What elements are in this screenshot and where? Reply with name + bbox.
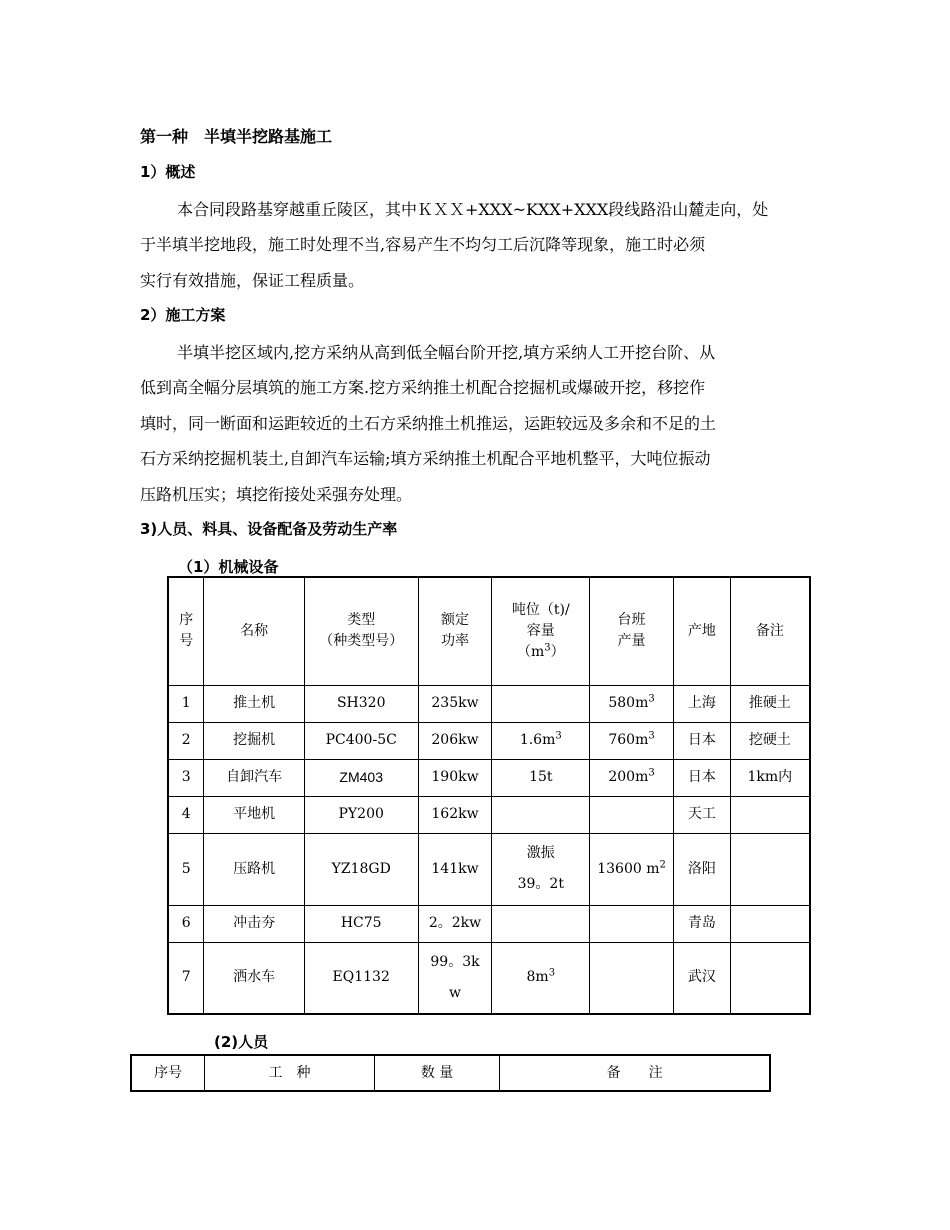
cell-type: HC75 [304,905,418,942]
cell-no: 1 [168,685,204,722]
plan-line: 半填半挖区域内,挖方采纳从高到低全幅台阶开挖,填方采纳人工开挖台阶、从 [177,343,716,362]
equipment-caption: （1）机械设备 [178,558,279,576]
cell-remark [730,833,810,905]
cell-shift-output: $580m^3$ [590,685,674,722]
cell-remark [730,942,810,1014]
staff-header-row [131,1055,770,1091]
cell-name: 平地机 [204,796,304,833]
cell-name: 推土机 [204,685,304,722]
cell-remark: 挖硬土 [730,722,810,759]
cell-power: 162kw [418,796,492,833]
staff-table [130,1054,771,1092]
header-tonnage: 吨位（t)/ 容量 $(m^3)$ [492,577,590,685]
cell-name: 自卸汽车 [204,759,304,796]
equipment-header-row [168,577,810,685]
cell-power: 206kw [418,722,492,759]
cell-tonnage [492,796,590,833]
header-remark: 备注 [730,577,810,685]
header-trade: 工 种 [205,1055,374,1091]
plan-line: 石方采纳挖掘机装土,自卸汽车运输;填方采纳推土机配合平地机整平，大吨位振动 [140,449,711,468]
table-row [168,942,810,1014]
plan-line: 低到高全幅分层填筑的施工方案.挖方采纳推土机配合挖掘机或爆破开挖，移挖作 [140,378,706,397]
cell-origin: 青岛 [673,905,730,942]
overview-line: 实行有效措施，保证工程质量。 [140,271,365,290]
cell-tonnage: $8m^3$ [492,942,590,1014]
cell-tonnage: 15t [492,759,590,796]
staff-caption: (2)人员 [214,1033,269,1051]
cell-tonnage: $1.6m^3$ [492,722,590,759]
header-power: 额定 功率 [418,577,492,685]
cell-shift-output [590,905,674,942]
cell-no: 7 [168,942,204,1014]
cell-name: 压路机 [204,833,304,905]
table-row [168,833,810,905]
cell-tonnage [492,905,590,942]
cell-origin: 上海 [673,685,730,722]
cell-type: YZ18GD [304,833,418,905]
equipment-table [167,576,811,1015]
cell-remark: 推硬土 [730,685,810,722]
header-staff-no: 序号 [131,1055,205,1091]
cell-power: 141kw [418,833,492,905]
cell-name: 冲击夯 [204,905,304,942]
header-type: 类型 （种类型号） [304,577,418,685]
cell-power: 99。3k w [418,942,492,1014]
cell-remark [730,905,810,942]
cell-origin: 天工 [673,796,730,833]
cell-shift-output [590,942,674,1014]
header-quantity: 数 量 [374,1055,500,1091]
cell-name: 洒水车 [204,942,304,1014]
header-no: 序 号 [168,577,204,685]
cell-tonnage [492,685,590,722]
overview-line: 本合同段路基穿越重丘陵区，其中ＫＸＸ+XXX~KXX+XXX段线路沿山麓走向，处 [177,200,769,219]
cell-origin: 洛阳 [673,833,730,905]
header-shift-output: 台班 产量 [590,577,674,685]
cell-origin: 武汉 [673,942,730,1014]
cell-type: SH320 [304,685,418,722]
plan-line: 填时，同一断面和运距较近的土石方采纳推土机推运，运距较远及多余和不足的土 [140,414,717,433]
cell-power: 235kw [418,685,492,722]
cell-no: 3 [168,759,204,796]
cell-type: ZM403 [304,759,418,796]
cell-no: 6 [168,905,204,942]
cell-type: EQ1132 [304,942,418,1014]
cell-tonnage: 激振 39。2t [492,833,590,905]
cell-shift-output: $760m^3$ [590,722,674,759]
cell-no: 4 [168,796,204,833]
cell-type: PC400-5C [304,722,418,759]
cell-name: 挖掘机 [204,722,304,759]
heading-resources: 3)人员、料具、设备配备及劳动生产率 [140,520,398,538]
header-name: 名称 [204,577,304,685]
cell-no: 2 [168,722,204,759]
cell-origin: 日本 [673,722,730,759]
header-staff-remark: 备 注 [500,1055,770,1091]
table-row [168,905,810,942]
table-row [168,722,810,759]
heading-plan: 2）施工方案 [140,306,226,324]
cell-power: 2。2kw [418,905,492,942]
heading-overview: 1）概述 [140,163,196,181]
cell-shift-output [590,796,674,833]
cell-type: PY200 [304,796,418,833]
cell-shift-output: $200m^3$ [590,759,674,796]
overview-line: 于半填半挖地段，施工时处理不当,容易产生不均匀工后沉降等现象，施工时必须 [140,235,706,254]
table-row [168,796,810,833]
cell-remark: 1km内 [730,759,810,796]
cell-power: 190kw [418,759,492,796]
table-row [168,685,810,722]
table-row [168,759,810,796]
cell-shift-output: 13600 $m^2$ [590,833,674,905]
header-origin: 产地 [673,577,730,685]
cell-remark [730,796,810,833]
section-title: 第一种 半填半挖路基施工 [140,127,333,146]
cell-origin: 日本 [673,759,730,796]
plan-line: 压路机压实；填挖衔接处采强夯处理。 [140,485,413,504]
cell-no: 5 [168,833,204,905]
